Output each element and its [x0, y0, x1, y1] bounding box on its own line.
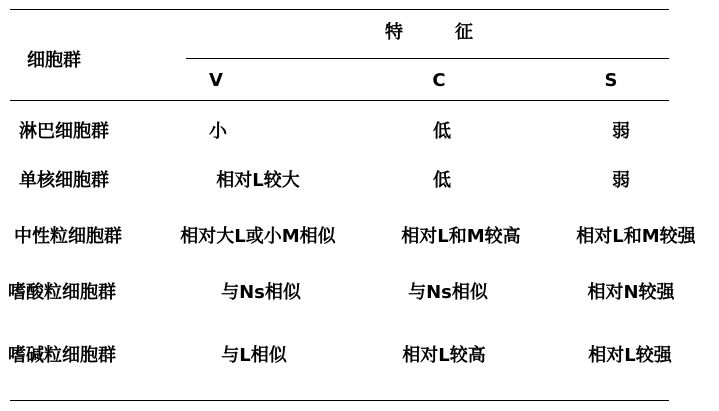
cell-s: 弱	[612, 121, 630, 142]
row-name: 单核细胞群	[19, 170, 109, 191]
cell-v: 与L相似	[221, 345, 287, 366]
cell-c: 低	[433, 170, 451, 191]
cell-s: 弱	[612, 170, 630, 191]
cell-v: 与Ns相似	[221, 282, 301, 303]
header-bottom-rule	[10, 100, 669, 101]
row-name: 嗜酸粒细胞群	[8, 282, 116, 303]
table-bottom-rule	[10, 400, 669, 401]
cell-c: 相对L较高	[402, 345, 486, 366]
cell-c: 低	[433, 121, 451, 142]
row-name: 嗜碱粒细胞群	[8, 345, 116, 366]
row-name: 淋巴细胞群	[19, 121, 109, 142]
group-header: 细胞群	[27, 50, 81, 71]
column-header-s: S	[604, 70, 618, 91]
cell-v: 小	[209, 121, 227, 142]
cell-c: 相对L和M较高	[401, 226, 521, 247]
table-top-rule	[10, 9, 669, 10]
cell-v: 相对大L或小M相似	[180, 226, 336, 247]
cell-s: 相对N较强	[587, 282, 675, 303]
feature-header-char-2: 征	[455, 22, 473, 43]
column-header-v: V	[209, 70, 223, 91]
feature-header-rule	[186, 58, 669, 59]
feature-header	[385, 22, 473, 44]
cell-c: 与Ns相似	[408, 282, 488, 303]
column-header-c: C	[432, 70, 446, 91]
cell-s: 相对L较强	[588, 345, 672, 366]
feature-header-char-1: 特	[385, 22, 403, 43]
cell-s: 相对L和M较强	[576, 226, 696, 247]
cell-v: 相对L较大	[216, 170, 300, 191]
row-name: 中性粒细胞群	[14, 226, 122, 247]
